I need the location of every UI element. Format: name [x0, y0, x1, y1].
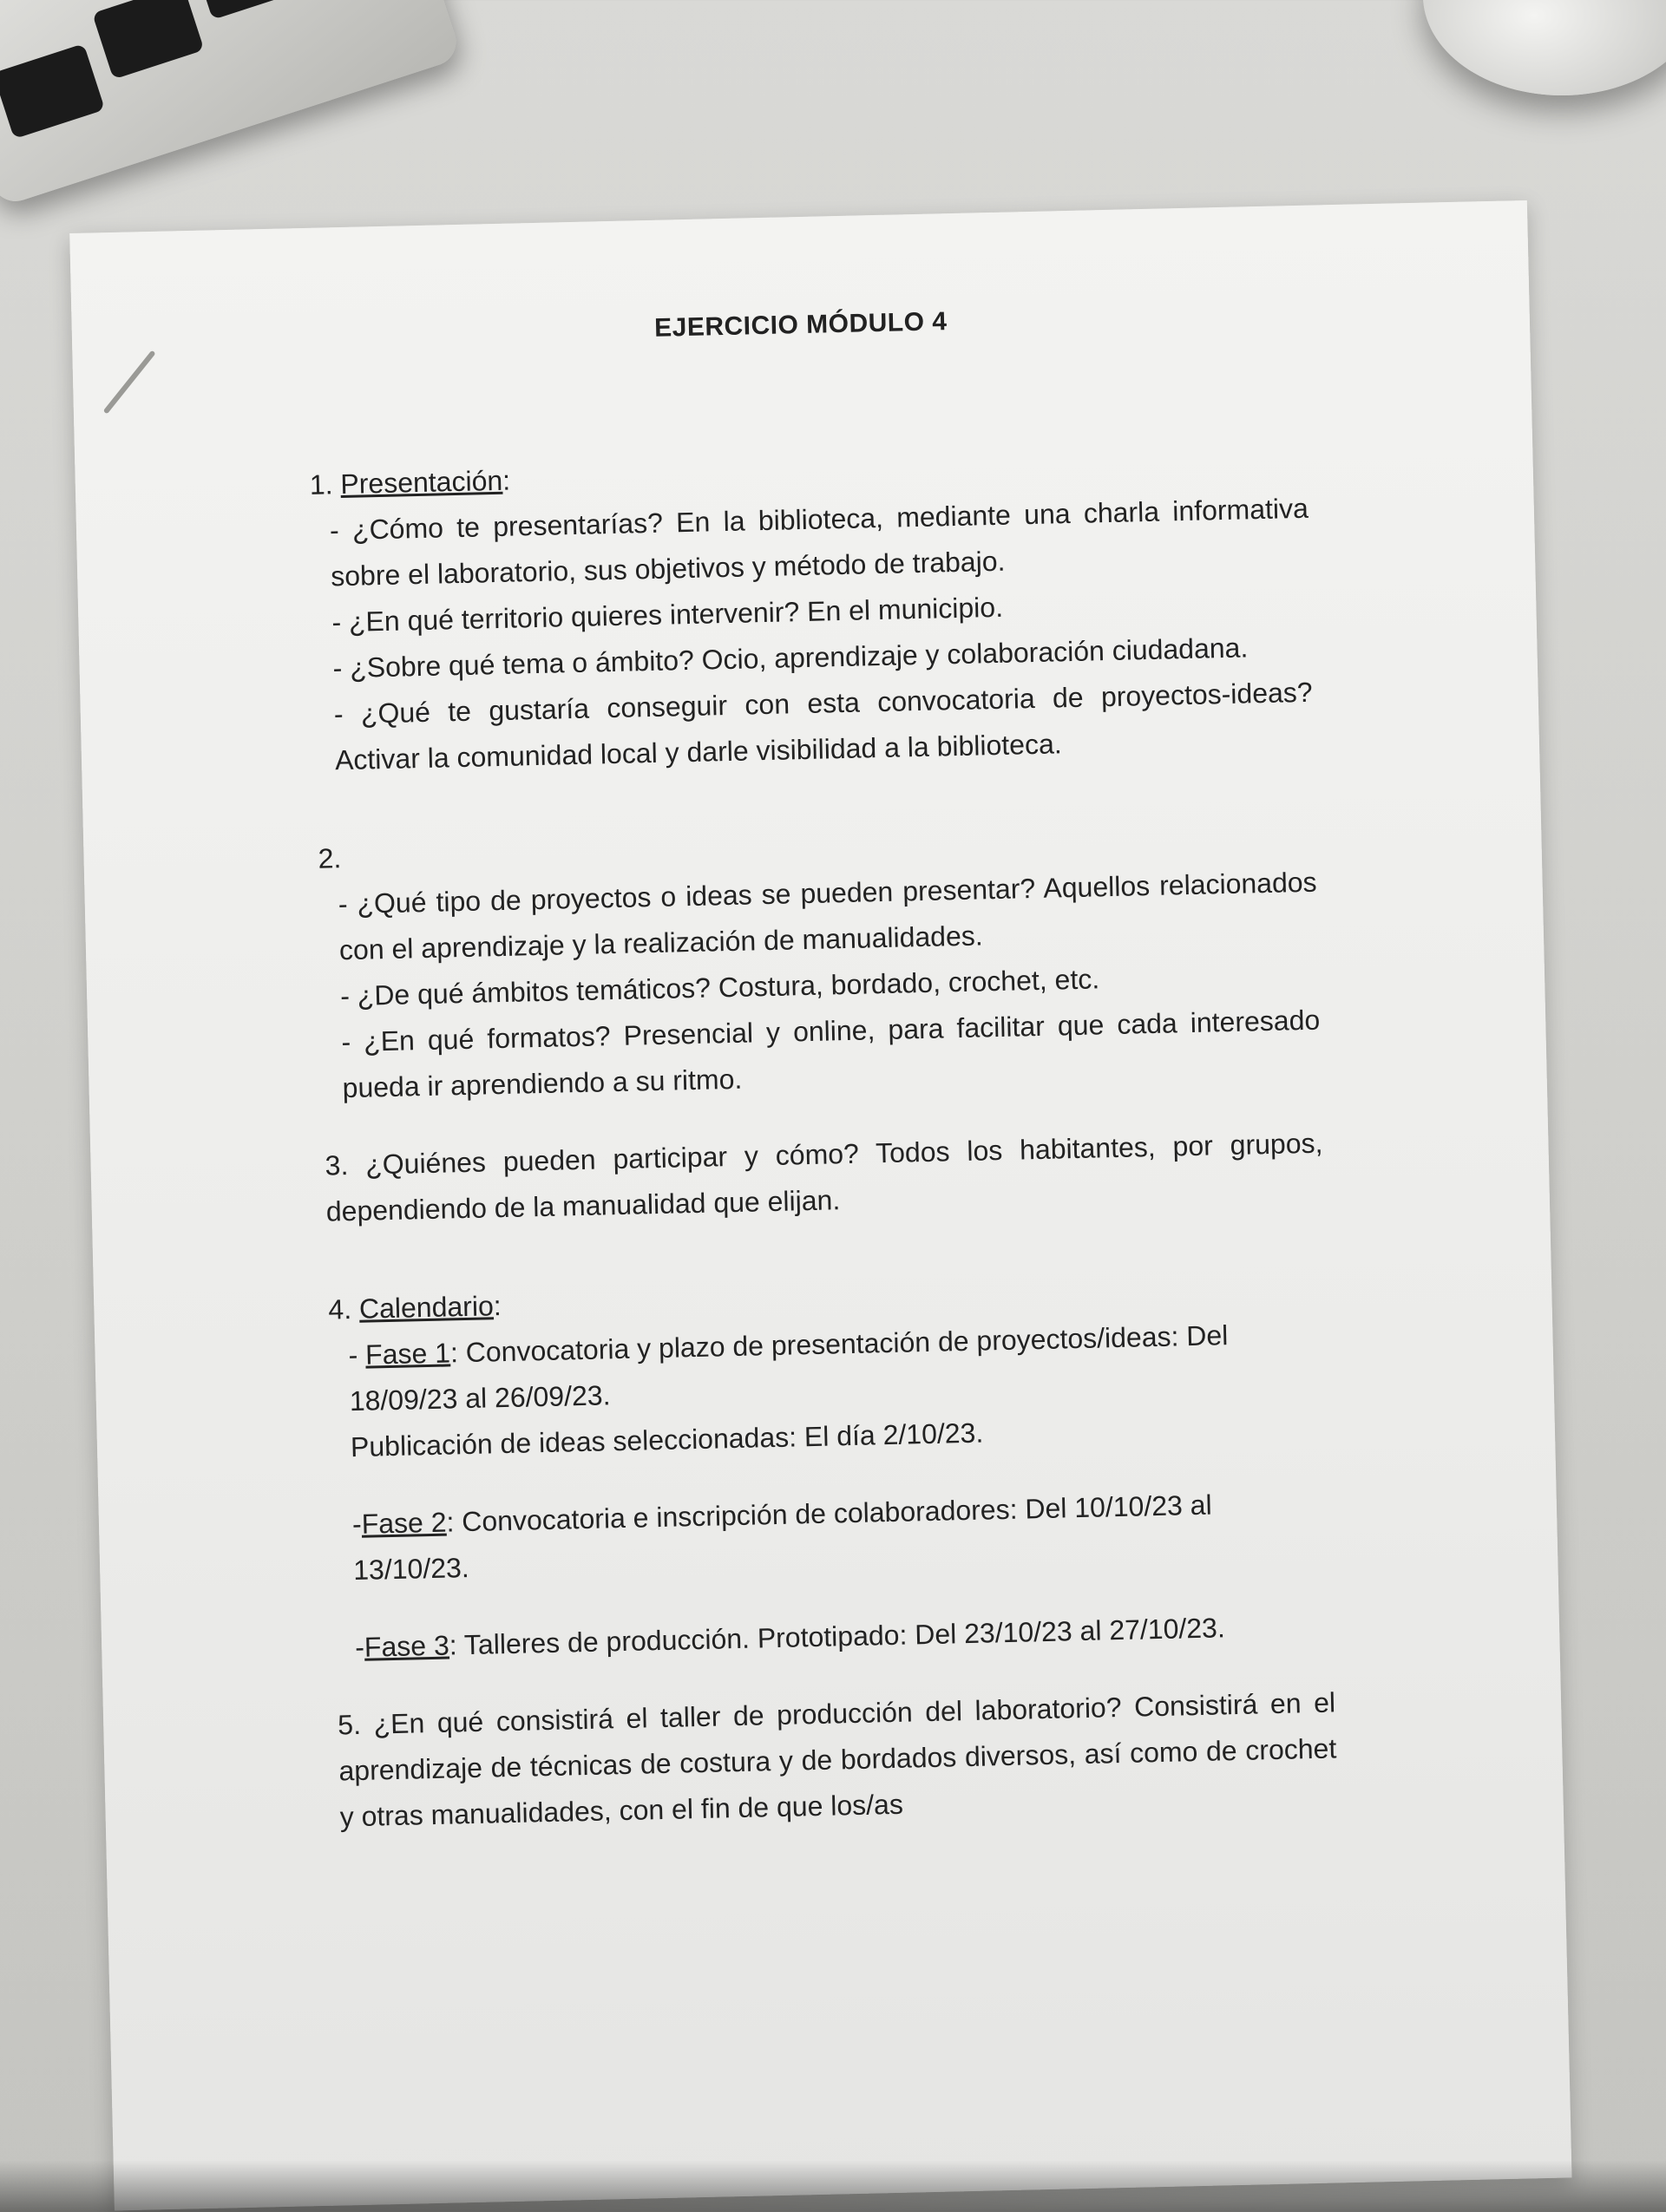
list-item: - ¿Sobre qué tema o ámbito? Ocio, aprendizaje y colaboración ciudadana. [332, 632, 1249, 684]
section-number: 4. [328, 1293, 352, 1325]
keyboard-key [92, 0, 204, 80]
list-item: - ¿Qué te gustaría conseguir con esta convocatoria de proyectos-ideas? Activar la comunidad local y darle visibilidad a la biblioteca. [333, 676, 1313, 776]
list-item: - ¿En qué formatos? Presencial y online, para facilitar que cada interesado pueda ir aprendiendo a su ritmo. [341, 1004, 1321, 1104]
phase-label: Fase 3 [364, 1629, 450, 1663]
section-number: 1. [309, 468, 333, 501]
phase-text: : Convocatoria y plazo de presentación de proyectos/ideas: Del 18/09/23 al 26/09/23. [349, 1319, 1229, 1417]
list-item: - ¿De qué ámbitos temáticos? Costura, bordado, crochet, etc. [339, 963, 1100, 1012]
section-number: 2. [318, 842, 342, 874]
phase-label: Fase 2 [361, 1506, 447, 1540]
document-page [69, 200, 1571, 2211]
phase-dash: - [354, 1631, 365, 1664]
phase-dash: - [351, 1508, 363, 1541]
keyboard-key [0, 43, 105, 139]
list-item: - ¿Qué tipo de proyectos o ideas se pueden presentar? Aquellos relacionados con el aprendizaje y la realización de manualidades. [338, 866, 1317, 966]
phase-text: : Talleres de producción. Prototipado: Del 23/10/23 al 27/10/23. [449, 1612, 1226, 1661]
phase-label: Fase 1 [364, 1337, 451, 1371]
computer-mouse [1423, 0, 1666, 95]
section-5 [338, 1679, 1338, 1840]
section-3-text: 3. ¿Quiénes pueden participar y cómo? Todos los habitantes, por grupos, dependiendo de la manualidad que elijan. [325, 1127, 1323, 1227]
staple-mark [103, 350, 156, 415]
section-4 [328, 1265, 1335, 1672]
keyboard-key [191, 0, 303, 20]
keyboard [0, 0, 462, 207]
list-item: - ¿Cómo te presentarías? En la biblioteca, mediante una charla informativa sobre el laboratorio, sus objetivos y método de trabajo. [329, 492, 1309, 592]
section-heading: Calendario [358, 1290, 495, 1325]
section-2 [318, 814, 1322, 1112]
document-title: EJERCICIO MÓDULO 4 [653, 307, 948, 343]
section-1 [309, 440, 1314, 784]
heading-colon: : [502, 464, 511, 496]
desk-shadow [0, 2160, 1666, 2212]
phase-dash: - [348, 1338, 366, 1371]
section-heading: Presentación [340, 464, 503, 501]
heading-colon: : [493, 1290, 502, 1322]
document-body [309, 440, 1338, 1841]
section-5-text: 5. ¿En qué consistirá el taller de producción del laboratorio? Consistirá en el aprendizaje de técnicas de costura y de bordados diversos, así como de crochet y otras manualidades, con el fin de que los/as [337, 1686, 1337, 1833]
phase-text: : Convocatoria e inscripción de colaboradores: Del 10/10/23 al 13/10/23. [352, 1489, 1212, 1587]
list-item: - ¿En qué territorio quieres intervenir? En el municipio. [331, 591, 1004, 638]
publication-date: Publicación de ideas seleccionadas: El día 2/10/23. [350, 1417, 984, 1463]
